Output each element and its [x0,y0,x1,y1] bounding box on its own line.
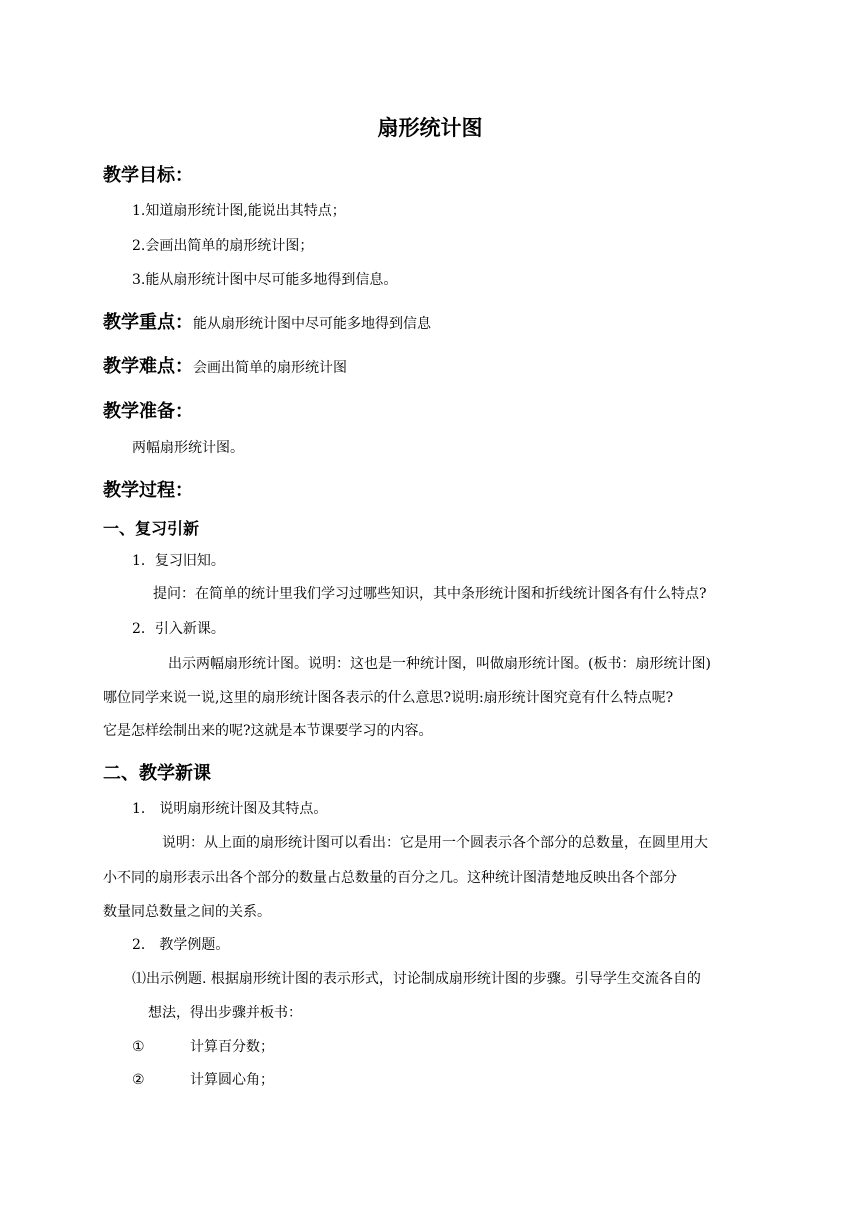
objective-item-2: 2.会画出简单的扇形统计图； [132,238,314,254]
list-marker-2: ② [132,1072,145,1088]
preparation-heading: 教学准备： [103,401,193,422]
section1-para-line-2: 哪位同学来说一说,这里的扇形统计图各表示的什么意思?说明:扇形统计图究竟有什么特点呢? [103,690,674,706]
section2-step1: 1． 说明扇形统计图及其特点。 [132,801,328,817]
section2-explain-line-1: 说明：从上面的扇形统计图可以看出：它是用一个圆表示各个部分的总数量，在圆里用大 [162,835,708,851]
key-point-text: 能从扇形统计图中尽可能多地得到信息 [193,316,431,332]
difficulty-text: 会画出简单的扇形统计图 [193,360,347,376]
list-item-2: 计算圆心角； [190,1072,274,1088]
section2-heading: 二、教学新课 [103,763,211,784]
process-heading: 教学过程： [103,480,193,501]
section2-explain-line-3: 数量同总数量之间的关系。 [103,904,271,920]
section1-step2: 2．引入新课。 [132,621,225,637]
section2-example-line-1: ⑴出示例题. 根据扇形统计图的表示形式，讨论制成扇形统计图的步骤。引导学生交流各自的 [132,971,701,987]
key-point-row [103,308,431,334]
section1-step1: 1．复习旧知。 [132,553,225,569]
difficulty-heading: 教学难点： [103,356,193,377]
section1-heading: 一、复习引新 [103,519,200,538]
key-point-heading: 教学重点： [103,312,193,333]
section1-question: 提问：在简单的统计里我们学习过哪些知识，其中条形统计图和折线统计图各有什么特点? [153,586,707,602]
section2-explain-line-2: 小不同的扇形表示出各个部分的数量占总数量的百分之几。这种统计图清楚地反映出各个部分 [103,870,677,886]
objectives-heading: 教学目标： [103,165,193,186]
objective-item-1: 1.知道扇形统计图,能说出其特点； [132,203,346,219]
difficulty-row [103,352,347,378]
document-title: 扇形统计图 [377,116,483,140]
preparation-text: 两幅扇形统计图。 [132,440,244,456]
list-marker-1: ① [132,1039,145,1055]
objective-item-3: 3.能从扇形统计图中尽可能多地得到信息。 [132,272,398,288]
section2-step2: 2． 教学例题。 [132,937,230,953]
section1-para-line-1: 出示两幅扇形统计图。说明：这也是一种统计图，叫做扇形统计图。(板书：扇形统计图) [168,656,711,672]
section1-para-line-3: 它是怎样绘制出来的呢?这就是本节课要学习的内容。 [103,723,433,739]
section2-example-line-2: 想法，得出步骤并板书： [148,1005,302,1021]
list-item-1: 计算百分数； [190,1039,274,1055]
